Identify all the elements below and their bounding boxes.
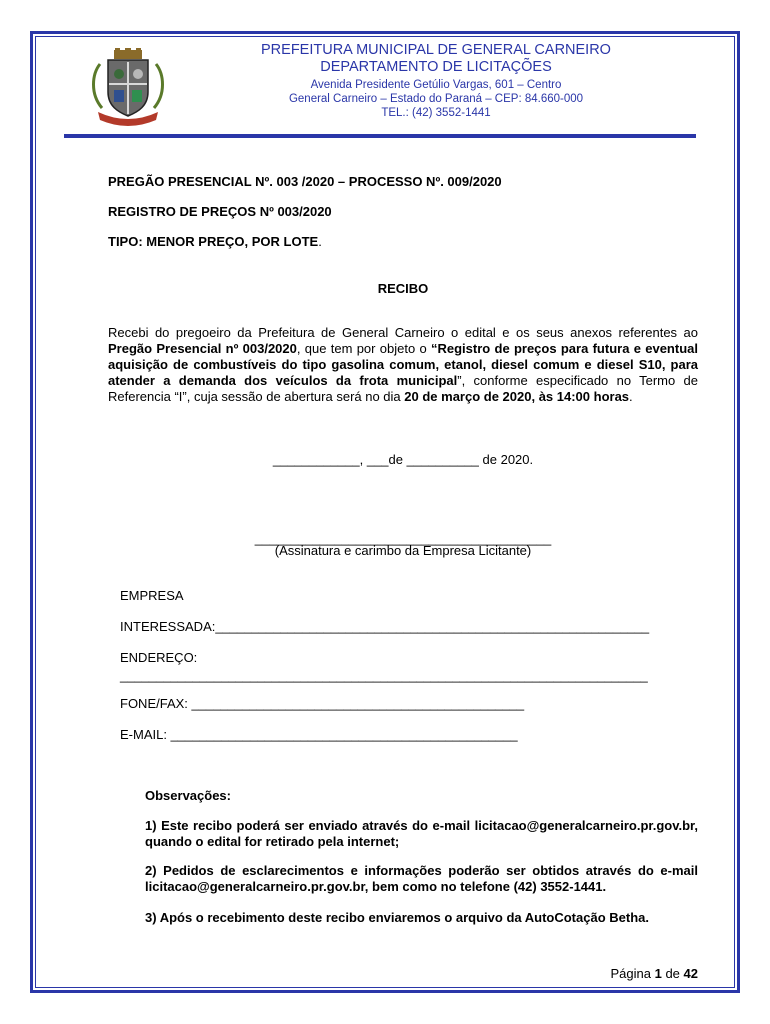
body-text-1: Recebi do pregoeiro da Prefeitura de General Carneiro o edital e os seus anexos referentes ao	[108, 325, 698, 340]
body-bold-2: “Registro de preços para futura e eventual aquisição de combustíveis do tipo gasolina comum, etanol, diesel comum e diesel S10, para atender a demanda dos veículos da frota municipal	[108, 341, 698, 388]
department-name: DEPARTAMENTO DE LICITAÇÕES	[320, 59, 552, 75]
page-of: de	[661, 966, 684, 981]
tipo-heading	[108, 234, 698, 250]
institution-name: PREFEITURA MUNICIPAL DE GENERAL CARNEIRO	[261, 42, 611, 58]
body-text-3: ”, conforme especificado no Termo de Referencia “I”, cuja sessão de abertura será no dia	[108, 373, 699, 404]
current-page: 1	[654, 966, 662, 981]
observacoes-title: Observações:	[145, 788, 231, 803]
tipo-period: .	[318, 234, 322, 249]
observacao-item-3: 3) Após o recebimento deste recibo enviaremos o arquivo da AutoCotação Betha.	[145, 910, 649, 925]
document-title: RECIBO	[377, 281, 429, 296]
signature-line: _________________________________________	[254, 531, 552, 546]
tipo-text: TIPO: MENOR PREÇO, POR LOTE	[108, 234, 319, 249]
body-bold-1: Pregão Presencial nº 003/2020	[108, 341, 297, 356]
email-field: E-MAIL: ________________________________________________	[120, 727, 518, 742]
header-divider	[64, 134, 696, 138]
fone-field: FONE/FAX: ______________________________________________	[120, 696, 525, 711]
interessada-field: INTERESSADA:____________________________________________________________	[120, 619, 650, 634]
address-line: Avenida Presidente Getúlio Vargas, 601 – Centro	[310, 79, 562, 91]
total-pages: 42	[683, 966, 698, 981]
page-number	[560, 966, 698, 981]
observacao-item-1: 1) Este recibo poderá ser enviado através do e-mail licitacao@generalcarneiro.pr.gov.br, quando o edital for retirado pela internet;	[145, 818, 698, 849]
body-text-4: .	[629, 389, 633, 404]
date-line: ____________, ___de __________ de 2020.	[272, 452, 534, 467]
letterhead	[36, 38, 734, 138]
endereco-label: ENDEREÇO:	[120, 650, 198, 665]
signature-caption: (Assinatura e carimbo da Empresa Licitante)	[274, 543, 532, 558]
body-text-2: , que tem por objeto o	[296, 341, 431, 356]
phone-line: TEL.: (42) 3552-1441	[381, 107, 491, 119]
receipt-body	[108, 325, 698, 405]
pregao-heading: PREGÃO PRESENCIAL Nº. 003 /2020 – PROCESSO Nº. 009/2020	[108, 174, 502, 189]
empresa-label: EMPRESA	[120, 588, 184, 603]
observacao-item-2: 2) Pedidos de esclarecimentos e informações poderão ser obtidos através do e-mail licitacao@generalcarneiro.pr.gov.br, bem como no telefone (42) 3552-1441.	[145, 863, 698, 894]
endereco-field: _________________________________________________________________________	[120, 668, 648, 683]
body-bold-3: 20 de março de 2020, às 14:00 horas	[404, 389, 630, 404]
municipal-coat-of-arms-icon	[88, 46, 168, 126]
city-state-zip: General Carneiro – Estado do Paraná – CEP: 84.660-000	[288, 93, 584, 105]
registro-heading: REGISTRO DE PREÇOS Nº 003/2020	[108, 204, 332, 219]
page-label: Página	[610, 966, 655, 981]
